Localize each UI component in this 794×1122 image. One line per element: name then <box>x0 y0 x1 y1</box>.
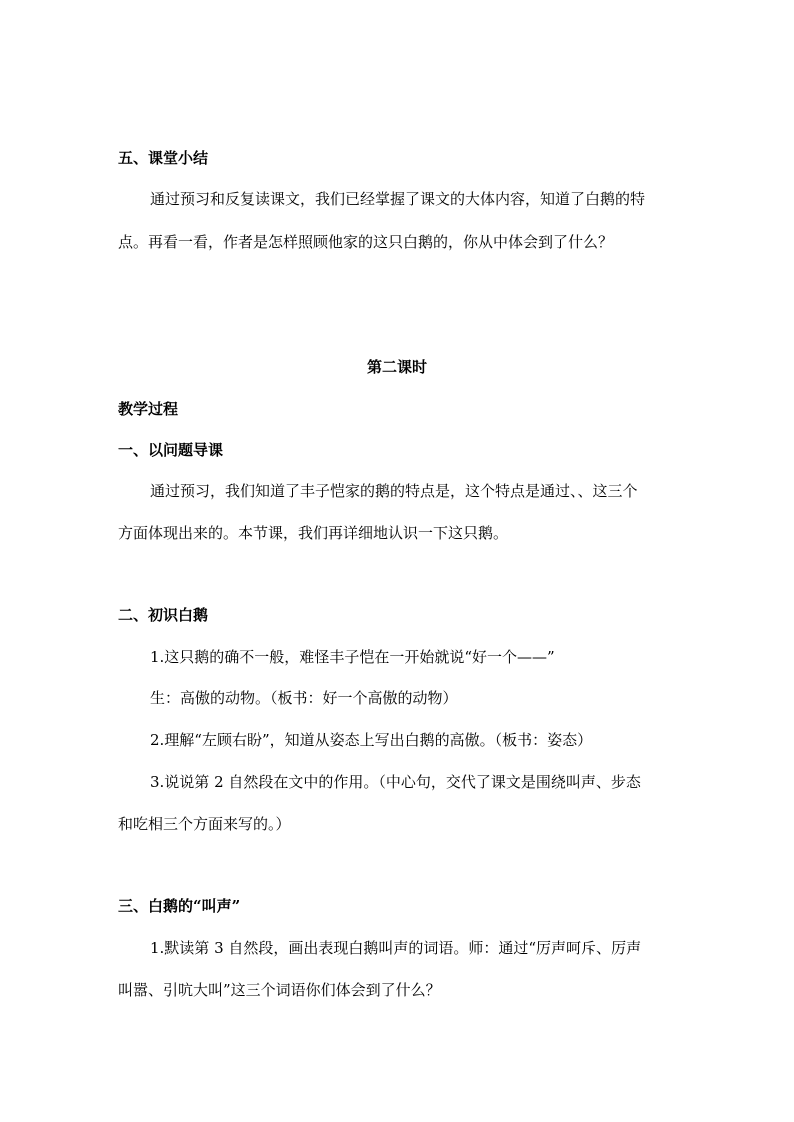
first-look-heading: 二、初识白鹅 <box>118 606 209 624</box>
lesson-two-title: 第二课时 <box>366 358 427 376</box>
summary-paragraph-line-2: 点。再看一看，作者是怎样照顾他家的这只白鹅的，你从中体会到了什么？ <box>118 233 614 251</box>
first-look-item-1-answer: 生：高傲的动物。（板书：好一个高傲的动物） <box>150 689 458 707</box>
intro-paragraph-line-1: 通过预习，我们知道了丰子恺家的鹅的特点是，这个特点是通过、、这三个 <box>150 482 638 500</box>
call-item-1-line-1: 1.默读第 3 自然段，画出表现白鹅叫声的词语。师：通过“厉声呵斥、厉声 <box>150 939 642 957</box>
intro-heading: 一、以问题导课 <box>118 441 224 459</box>
call-item-1-line-2: 叫嚣、引吭大叫”这三个词语你们体会到了什么？ <box>118 981 441 999</box>
first-look-item-3-line-2: 和吃相三个方面来写的。） <box>118 815 291 833</box>
first-look-item-2: 2.理解“左顾右盼”，知道从姿态上写出白鹅的高傲。（板书：姿态） <box>150 731 593 749</box>
first-look-item-1: 1.这只鹅的确不一般，难怪丰子恺在一开始就说“好一个——” <box>150 648 555 666</box>
first-look-item-3-line-1: 3.说说第 2 自然段在文中的作用。（中心句，交代了课文是围绕叫声、步态 <box>150 773 641 791</box>
summary-paragraph-line-1: 通过预习和反复读课文，我们已经掌握了课文的大体内容，知道了白鹅的特 <box>150 190 646 208</box>
intro-paragraph-line-2: 方面体现出来的。本节课，我们再详细地认识一下这只鹅。 <box>118 524 509 542</box>
summary-heading: 五、课堂小结 <box>118 149 209 167</box>
call-heading: 三、白鹅的“叫声” <box>118 897 241 915</box>
teaching-process-heading: 教学过程 <box>118 400 179 418</box>
